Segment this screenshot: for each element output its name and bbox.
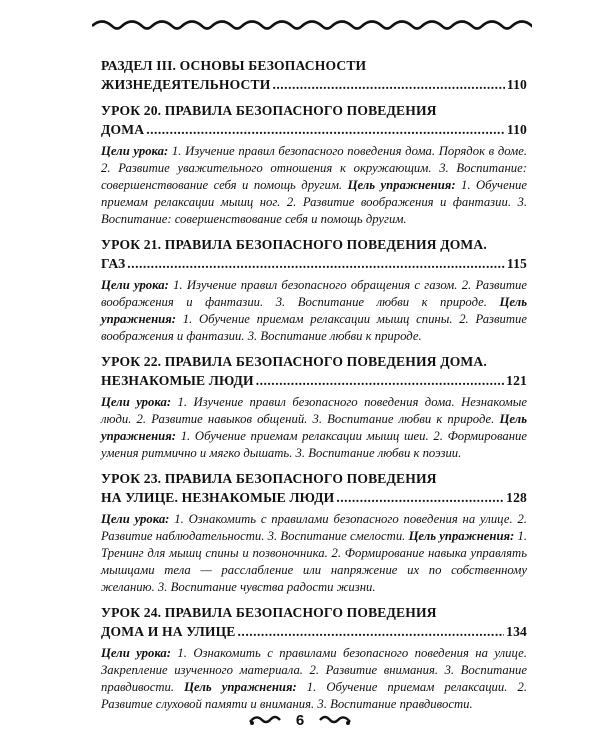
lesson-page-number: 115 — [506, 256, 527, 271]
lesson-title-line1: УРОК 20. ПРАВИЛА БЕЗОПАСНОГО ПОВЕДЕНИЯ — [101, 103, 437, 118]
dot-leader — [256, 371, 504, 390]
toc-lesson-entry — [101, 352, 527, 462]
toc-lesson-entry — [101, 235, 527, 345]
right-swirl-icon — [318, 714, 352, 726]
goal-label: Цели урока: — [101, 646, 171, 660]
dot-leader — [127, 254, 505, 273]
left-swirl-icon — [248, 714, 282, 726]
exercise-text: 1. Обучение приемам релаксации мышц спины. 2. Развитие воображения и фантазии. 3. Воспитание любви к природе. — [101, 312, 527, 343]
lesson-title-line2 — [101, 254, 527, 273]
exercise-text: 1. Тренинг для мышц спины и позвоночника. 2. Формирование навыка управлять мышцами тела — расслабление или напряжение их по собственному желанию. 3. Воспитание чувства радости жизни. — [101, 529, 527, 594]
lesson-title-line2 — [101, 488, 527, 507]
goal-text: 1. Ознакомить с правилами безопасного поведения на улице. Закрепление изученного материала. 2. Развитие внимания. 3. Воспитание правдивости. — [101, 646, 527, 694]
exercise-label: Цель упражнения: — [101, 295, 527, 326]
toc-lesson-entry — [101, 101, 527, 228]
toc-lesson-entry — [101, 603, 527, 713]
lesson-title-line1: УРОК 21. ПРАВИЛА БЕЗОПАСНОГО ПОВЕДЕНИЯ ДОМА. — [101, 237, 487, 252]
goal-label: Цели урока: — [101, 278, 169, 292]
lesson-page-number: 128 — [506, 490, 527, 505]
toc-lesson-entry — [101, 469, 527, 596]
lesson-title-text: НА УЛИЦЕ. НЕЗНАКОМЫЕ ЛЮДИ — [101, 490, 335, 505]
goal-label: Цели урока: — [101, 395, 172, 409]
dot-leader — [272, 75, 504, 94]
lesson-title-text: ДОМА — [101, 122, 145, 137]
page-number: 6 — [295, 711, 305, 729]
goal-text: 1. Изучение правил безопасного поведения дома. Порядок в доме. 2. Развитие уважительного отношения к окружающим. 3. Воспитание: совершенствование себя и помощь другим. — [101, 144, 527, 192]
goal-label: Цели урока: — [101, 512, 170, 526]
goal-text: 1. Ознакомить с правилами безопасного поведения на улице. 2. Развитие наблюдательности. 3. Воспитание смелости. — [101, 512, 527, 543]
goal-text: 1. Изучение правил безопасного поведения дома. Незнакомые люди. 2. Развитие навыков общений. 3. Воспитание любви к природе. — [101, 395, 527, 426]
lesson-title-text: НЕЗНАКОМЫЕ ЛЮДИ — [101, 373, 254, 388]
exercise-label: Цель упражнения: — [184, 680, 297, 694]
lesson-title-text: ГАЗ — [101, 256, 126, 271]
page-footer — [0, 710, 600, 730]
lesson-title-line2 — [101, 622, 527, 641]
goal-label: Цели урока: — [101, 144, 169, 158]
toc-section-entry — [101, 56, 527, 94]
exercise-text: 1. Обучение приемам релаксации мышц ног. 2. Развитие воображения и фантазии. 3. Воспитание: совершенствование себя и помощь другим. — [101, 178, 527, 226]
section-page-number: 110 — [506, 77, 527, 92]
dot-leader — [336, 488, 504, 507]
dot-leader — [238, 622, 505, 641]
lesson-description — [101, 645, 527, 713]
exercise-label: Цель упражнения: — [408, 529, 515, 543]
section-title-line1: РАЗДЕЛ III. ОСНОВЫ БЕЗОПАСНОСТИ — [101, 58, 367, 73]
lesson-page-number: 121 — [506, 373, 527, 388]
lesson-description — [101, 394, 527, 462]
lesson-page-number: 134 — [506, 624, 527, 639]
exercise-label: Цель упражнения: — [347, 178, 456, 192]
dot-leader — [146, 120, 505, 139]
lesson-description — [101, 511, 527, 596]
lesson-title-text: ДОМА И НА УЛИЦЕ — [101, 624, 236, 639]
lesson-title-line1: УРОК 23. ПРАВИЛА БЕЗОПАСНОГО ПОВЕДЕНИЯ — [101, 471, 437, 486]
lesson-description — [101, 277, 527, 345]
lesson-title-line1: УРОК 24. ПРАВИЛА БЕЗОПАСНОГО ПОВЕДЕНИЯ — [101, 605, 437, 620]
top-wave-ornament-icon — [92, 18, 532, 34]
lesson-description — [101, 143, 527, 228]
section-title-line2 — [101, 75, 527, 94]
exercise-label: Цель упражнения: — [101, 412, 527, 443]
lesson-title-line2 — [101, 120, 527, 139]
table-of-contents — [101, 56, 527, 713]
exercise-text: 1. Обучение приемам релаксации мышц шеи. 2. Формирование умения ритмично и мягко дышать. 3. Воспитание любви к поэзии. — [101, 429, 527, 460]
lesson-title-line2 — [101, 371, 527, 390]
exercise-text: 1. Обучение приемам релаксации. 2. Развитие слуховой памяти и внимания. 3. Воспитание правдивости. — [101, 680, 527, 711]
goal-text: 1. Изучение правил безопасного обращения с газом. 2. Развитие воображения и фантазии. 3. Воспитание любви к природе. — [101, 278, 528, 309]
lesson-page-number: 110 — [506, 122, 527, 137]
section-title-text: ЖИЗНЕДЕЯТЕЛЬНОСТИ — [101, 77, 271, 92]
lesson-title-line1: УРОК 22. ПРАВИЛА БЕЗОПАСНОГО ПОВЕДЕНИЯ ДОМА. — [101, 354, 487, 369]
